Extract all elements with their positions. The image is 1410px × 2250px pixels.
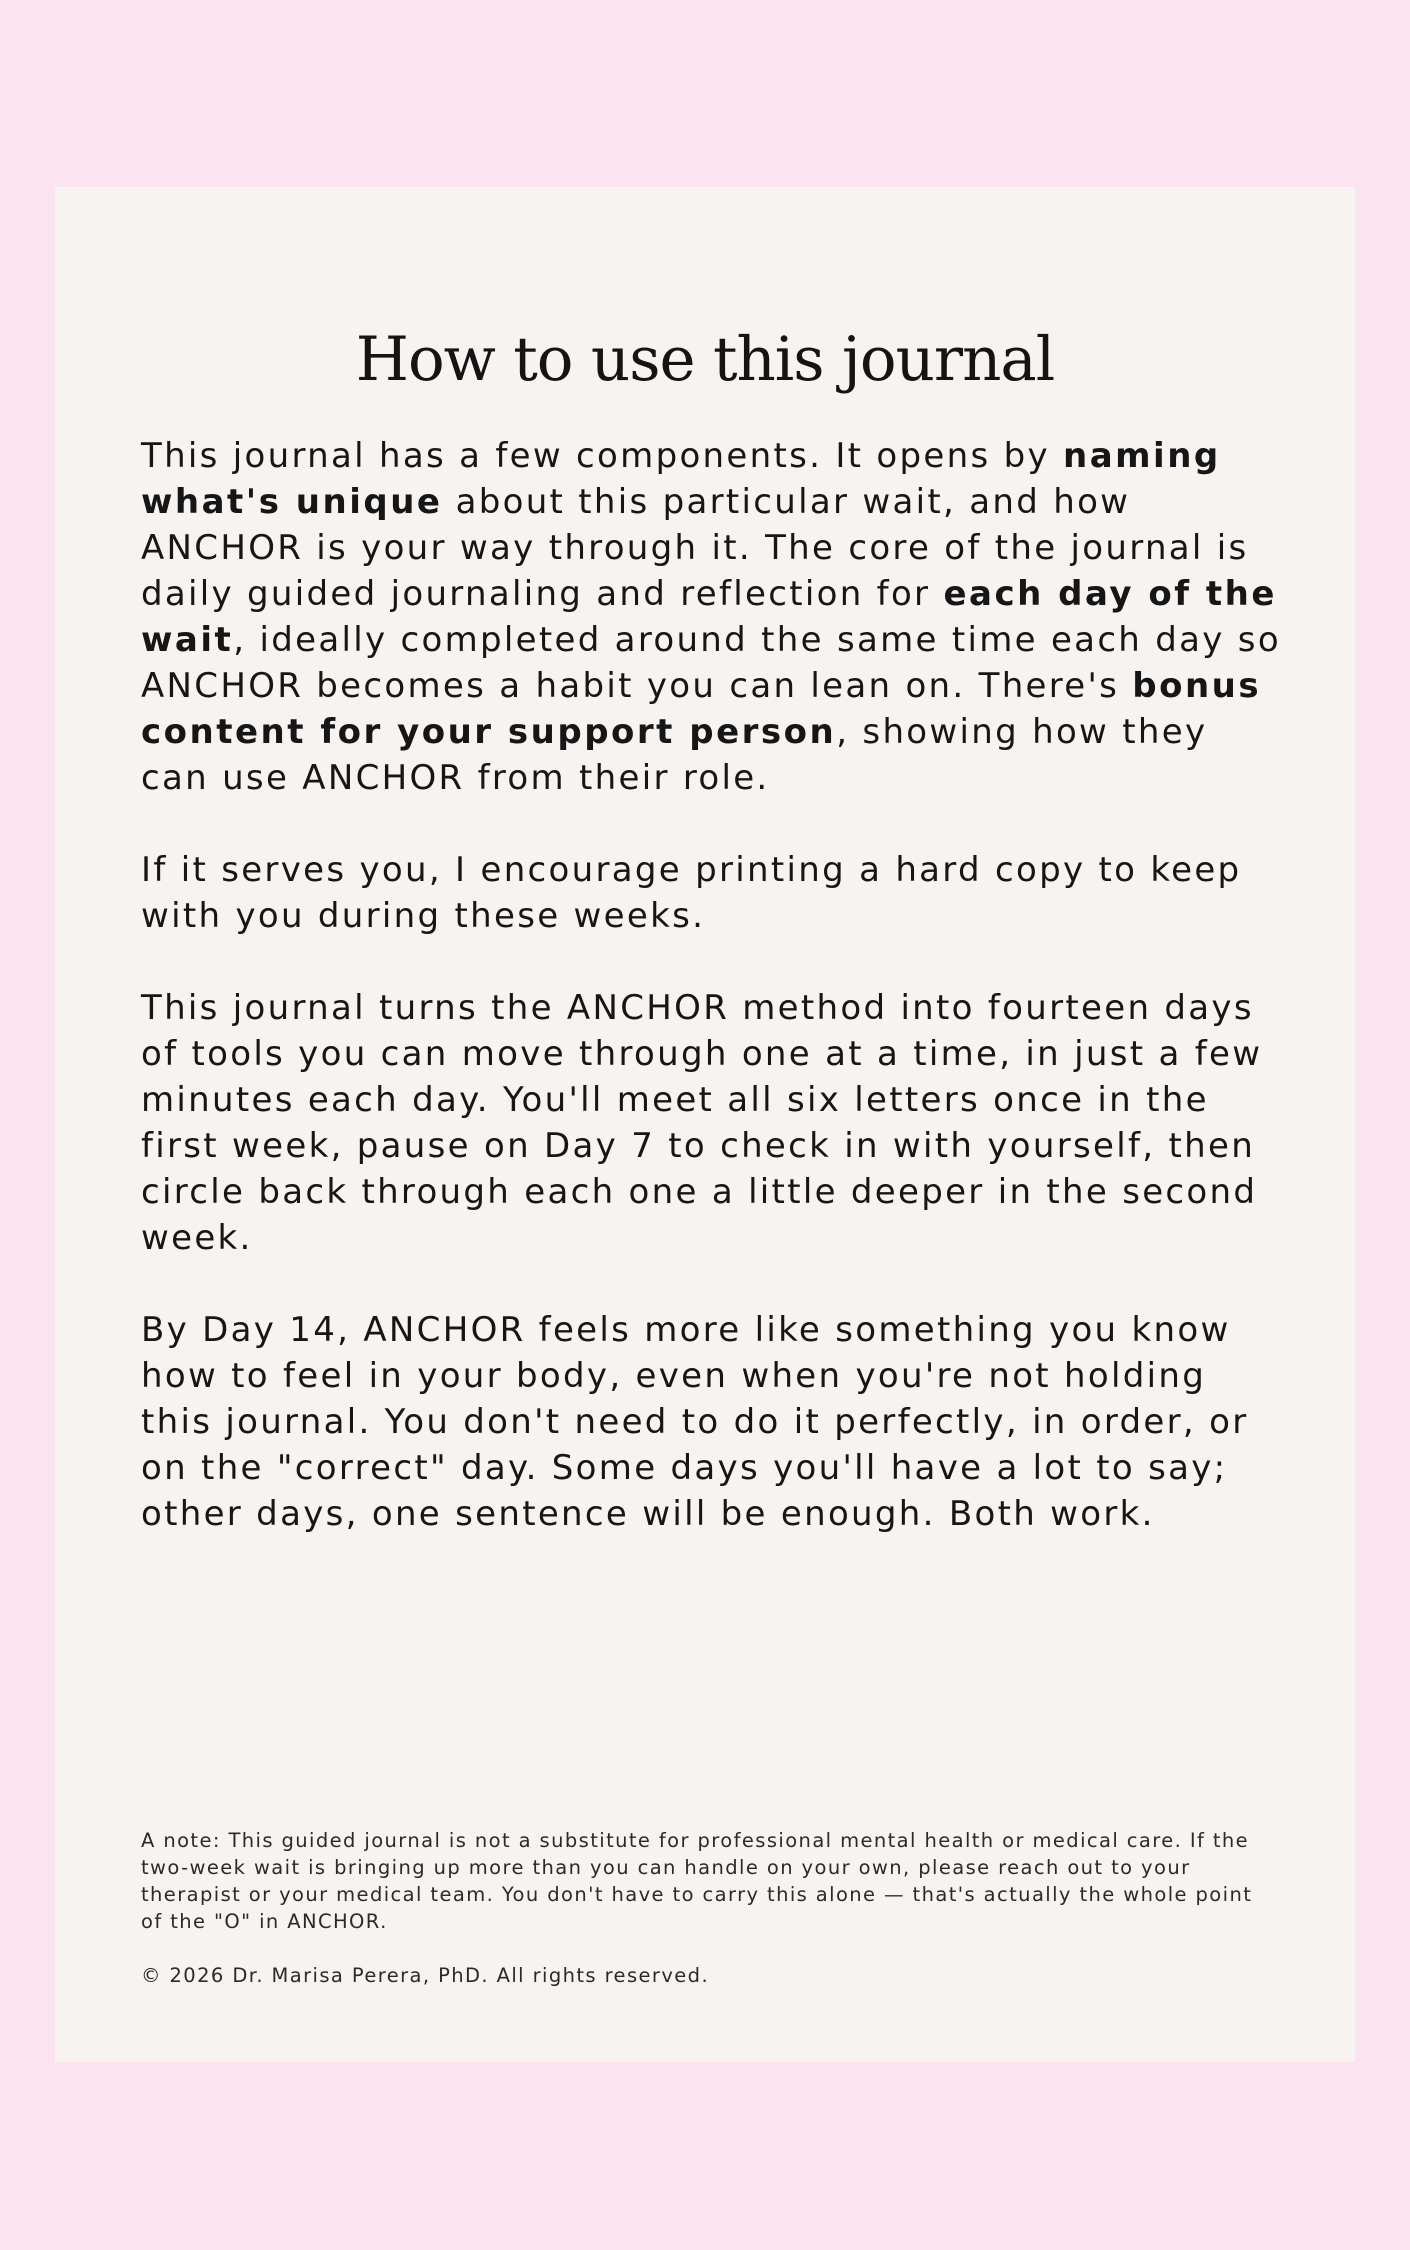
intro-text-2: about this particular wait, and how ANCHOR is your way through it. The core of the journal is daily guided journaling and reflection for [141, 482, 1249, 614]
print-paragraph: If it serves you, I encourage printing a hard copy to keep with you during these weeks. [141, 850, 1242, 936]
intro-text-4: , showing how they can use ANCHOR from their role. [141, 712, 1208, 798]
journal-body [141, 433, 1281, 1583]
intro-text-3: , ideally completed around the same time each day so ANCHOR becomes a habit you can lean on. There's [141, 620, 1281, 706]
day14-paragraph: By Day 14, ANCHOR feels more like something you know how to feel in your body, even when you're not holding this journal. You don't need to do it perfectly, in order, or on the "correct" day. Some days you'll have a lot to say; other days, one sentence will be enough. Both work. [141, 1310, 1249, 1534]
copyright-text: © 2026 Dr. Marisa Perera, PhD. All rights reserved. [141, 1964, 710, 1987]
intro-bold-1: naming what's unique [141, 436, 1221, 522]
disclaimer-note: A note: This guided journal is not a substitute for professional mental health or medical care. If the two-week wait is bringing up more than you can handle on your own, please reach out to your therapist or your medical team. You don't have to carry this alone — that's actually the whole point of the "O" in ANCHOR. [141, 1829, 1253, 1933]
method-paragraph: This journal turns the ANCHOR method into fourteen days of tools you can move through one at a time, in just a few minutes each day. You'll meet all six letters once in the first week, pause on Day 7 to check in with yourself, then circle back through each one a little deeper in the second week. [141, 988, 1263, 1258]
intro-bold-3: bonus content for your support person [141, 666, 1262, 752]
page-title: How to use this journal [355, 324, 1055, 395]
intro-paragraph [141, 433, 1281, 801]
intro-text-1: This journal has a few components. It opens by [141, 436, 1063, 476]
intro-bold-2: each day of the wait [141, 574, 1277, 660]
